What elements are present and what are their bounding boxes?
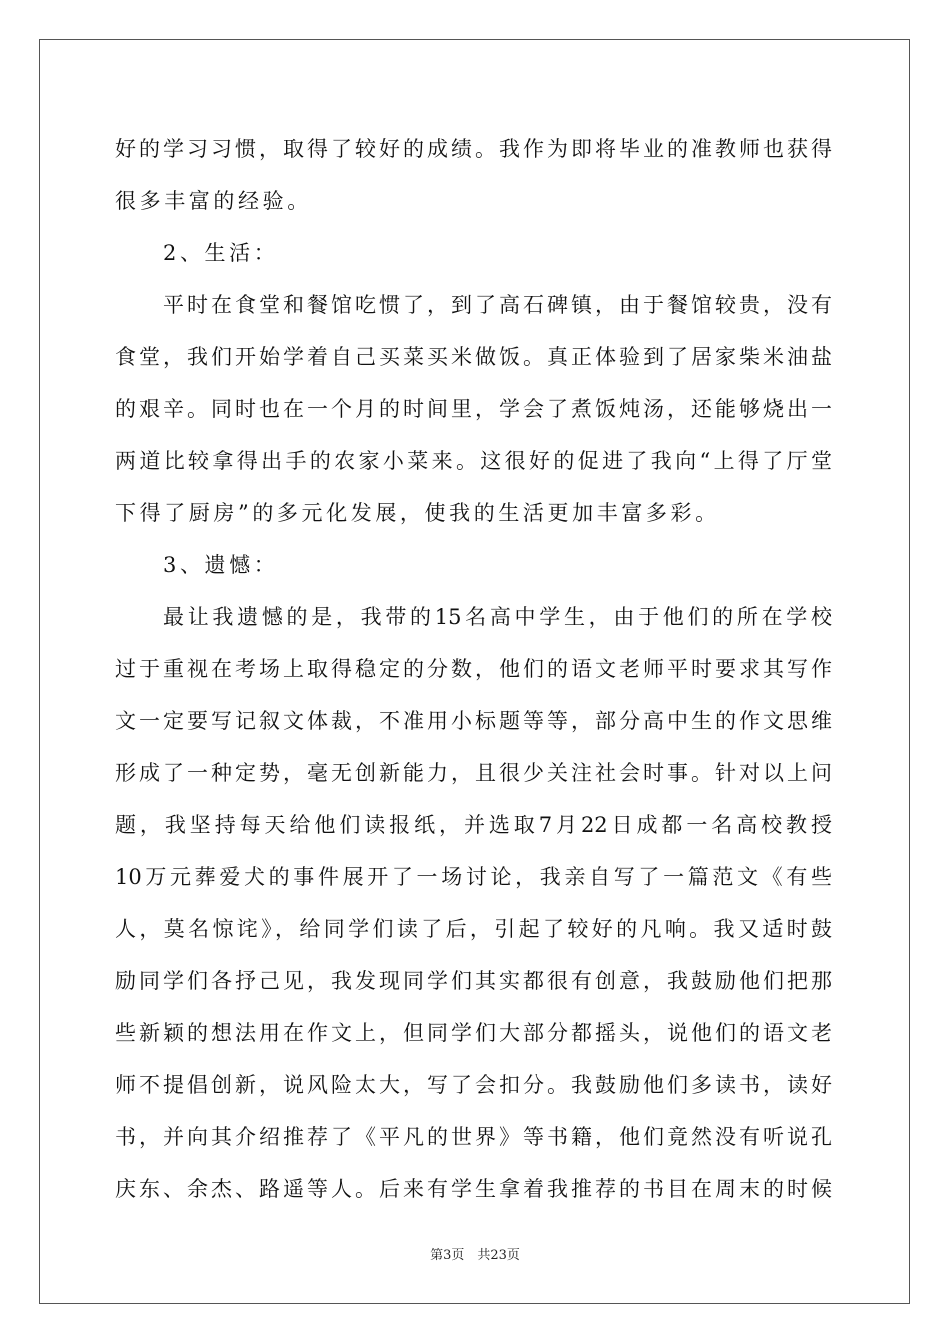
page-number-footer: 第3页 共23页 [430,1248,520,1263]
text-line: 书，并向其介绍推荐了《平凡的世界》等书籍，他们竟然没有听说孔 [115,1125,832,1149]
text-line: 文一定要写记叙文体裁，不准用小标题等等，部分高中生的作文思维 [115,709,832,733]
text-line: 食堂，我们开始学着自己买菜买米做饭。真正体验到了居家柴米油盐 [115,345,832,369]
text-line: 庆东、余杰、路遥等人。后来有学生拿着我推荐的书目在周末的时候 [115,1177,832,1201]
text-line: 10万元葬爱犬的事件展开了一场讨论，我亲自写了一篇范文《有些 [115,865,832,889]
text-line: 最让我遗憾的是，我带的15名高中学生，由于他们的所在学校 [163,605,832,629]
text-line: 励同学们各抒己见，我发现同学们其实都很有创意，我鼓励他们把那 [115,969,832,993]
text-line: 平时在食堂和餐馆吃惯了，到了高石碑镇，由于餐馆较贵，没有 [163,293,832,317]
section-heading: 2、生活： [163,241,279,265]
text-line: 很多丰富的经验。 [115,189,312,213]
text-line: 过于重视在考场上取得稳定的分数，他们的语文老师平时要求其写作 [115,657,832,681]
text-line: 人，莫名惊诧》，给同学们读了后，引起了较好的凡响。我又适时鼓 [115,917,832,941]
text-line: 好的学习习惯，取得了较好的成绩。我作为即将毕业的准教师也获得 [115,137,832,161]
text-line: 师不提倡创新，说风险太大，写了会扣分。我鼓励他们多读书，读好 [115,1073,832,1097]
text-line: 题，我坚持每天给他们读报纸，并选取7月22日成都一名高校教授 [115,813,832,837]
text-line: 些新颖的想法用在作文上，但同学们大部分都摇头，说他们的语文老 [115,1021,832,1045]
text-line: 的艰辛。同时也在一个月的时间里，学会了煮饭炖汤，还能够烧出一 [115,397,832,421]
text-line: 下得了厨房”的多元化发展，使我的生活更加丰富多彩。 [115,501,720,525]
section-heading: 3、遗憾： [163,553,279,577]
text-line: 两道比较拿得出手的农家小菜来。这很好的促进了我向“上得了厅堂 [115,449,832,473]
text-line: 形成了一种定势，毫无创新能力，且很少关注社会时事。针对以上问 [115,761,832,785]
